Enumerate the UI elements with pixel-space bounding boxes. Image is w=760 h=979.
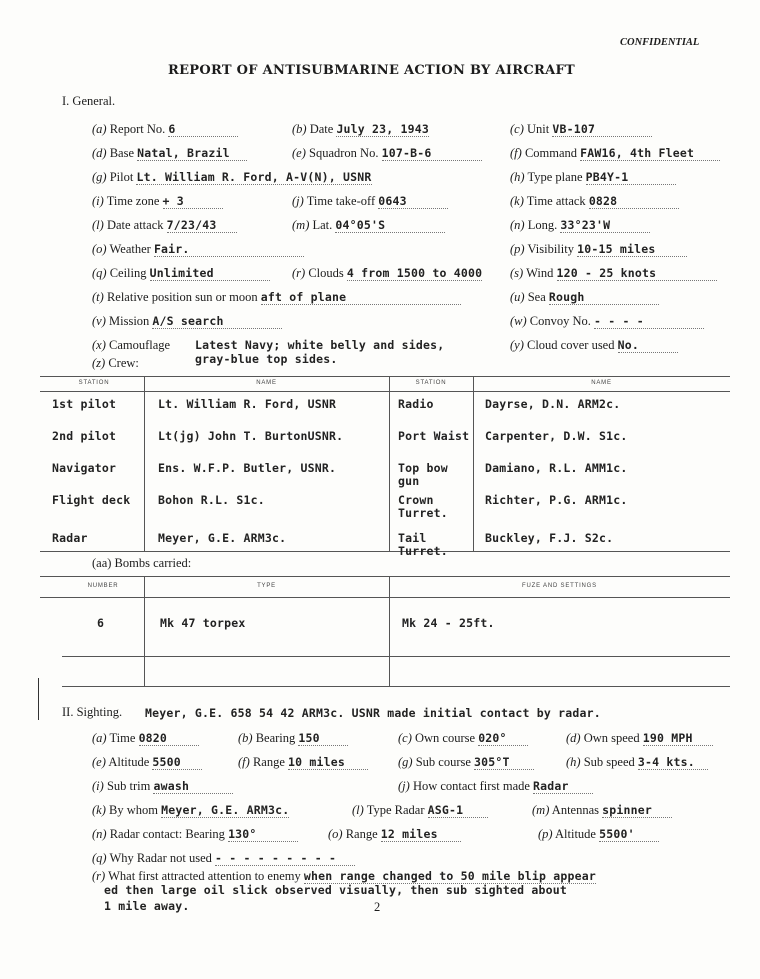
crew-table-bottom-rule [40,551,730,552]
field-value: 10-15 miles [577,242,687,257]
confidential-mark: CONFIDENTIAL [620,37,700,48]
field-label: (d) Base [92,146,138,160]
crew-cell: Meyer, G.E. ARM3c. [158,531,287,545]
field-value: - - - - - - - - - [215,851,355,866]
crew-cell: Navigator [52,461,117,475]
bombs-header-fuze: FUZE AND SETTINGS [522,583,597,589]
crew-col-rule-1 [144,376,145,551]
field-label: (g) Sub course [398,755,475,769]
bombs-type: Mk 47 torpex [160,616,246,630]
crew-header-name-2: NAME [591,380,612,386]
field-value: PB4Y-1 [586,170,676,185]
field-cloud-cover-used [510,338,678,353]
field-label: (b) Bearing [238,731,299,745]
crew-cell: 1st pilot [52,397,117,411]
field-value: 4 from 1500 to 4000 [346,266,483,280]
field-date-attack [92,218,237,233]
sighting-altitude [538,827,659,842]
field-value: 12 miles [381,827,461,842]
crew-cell: Top bow gun [398,461,448,488]
sighting-sub-trim [92,779,233,794]
field-value: + 3 [163,194,223,209]
bombs-header-number: NUMBER [87,583,119,589]
crew-header-station-1: STATION [78,380,110,386]
field-type-plane [510,170,676,185]
field-time-attack [510,194,679,209]
sighting-how-contact-first-made [398,779,593,794]
field-value: 107-B-6 [382,146,482,161]
field-pilot [92,170,372,185]
field-value: FAW16, 4th Fleet [580,146,720,161]
field-label: (y) Cloud cover used [510,338,618,352]
field-label: (l) Type Radar [352,803,428,817]
field-value: 7/23/43 [167,218,237,233]
field-sea [510,290,659,305]
field-value: 190 MPH [643,731,713,746]
crew-cell: Dayrse, D.N. ARM2c. [485,397,621,411]
field-convoy-no [510,314,704,329]
field-wind [510,266,717,281]
crew-cell: 2nd pilot [52,429,117,443]
crew-cell: Carpenter, D.W. S1c. [485,429,628,443]
sighting-own-course [398,731,528,746]
field-label: (o) Weather [92,242,154,256]
field-label: (s) Wind [510,266,557,280]
field-label: (h) Type plane [510,170,586,184]
field-value: 120 - 25 knots [557,266,717,281]
sighting-antennas [532,803,672,818]
field-label: (c) Unit [510,122,553,136]
field-value: VB-107 [552,122,652,137]
crew-cell: Crown Turret. [398,493,448,520]
field-base [92,146,247,161]
field-value: 04°05'S [335,218,445,233]
bombs-number: 6 [97,616,105,630]
sighting-altitude [92,755,202,770]
sighting-what-first-attracted-attention-to-enemy [92,869,596,884]
field-value: awash [153,779,233,794]
margin-mark [38,678,39,720]
field-label: (r) What first attracted attention to enemy [92,869,304,883]
bombs-table-bottom-rule [62,686,730,687]
field-value: No. [618,338,678,353]
field-relative-position-sun-or-moon [92,290,461,305]
camouflage-value-line-2: gray-blue top sides. [195,352,338,366]
field-clouds [292,266,482,281]
field-value: 0820 [139,731,199,746]
field-value: Unlimited [150,266,270,281]
first-attention-cont-1: ed then large oil slick observed visually, then sub sighted about [104,883,568,897]
field-label: (d) Own speed [566,731,643,745]
crew-header-station-2: STATION [415,380,447,386]
field-value: Meyer, G.E. ARM3c. [161,803,290,817]
field-label: (m) Antennas [532,803,603,817]
field-value: 0643 [378,194,448,209]
crew-cell: Tail Turret. [398,531,448,558]
field-value: when range changed to 50 mile blip appear [303,869,596,883]
crew-cell: Lt. William R. Ford, USNR [158,397,337,411]
field-label: (k) By whom [92,803,162,817]
field-time-zone [92,194,223,209]
field-label: (z) Crew: [92,356,139,370]
field-label: (i) Time zone [92,194,163,208]
crew-cell: Bohon R.L. S1c. [158,493,265,507]
field-time-take-off [292,194,448,209]
field-label: (q) Why Radar not used [92,851,216,865]
field-label: (q) Ceiling [92,266,150,280]
camouflage-value-line-1: Latest Navy; white belly and sides, [195,338,445,352]
sighting-bearing [238,731,348,746]
field-value: Natal, Brazil [137,146,247,161]
field-label: (l) Date attack [92,218,167,232]
field-unit [510,122,652,137]
sighting-intro: Meyer, G.E. 658 54 42 ARM3c. USNR made initial contact by radar. [145,706,601,720]
crew-cell: Ens. W.F.P. Butler, USNR. [158,461,337,475]
field-value: Lt. William R. Ford, A-V(N), USNR [136,170,372,184]
sighting-sub-speed [566,755,708,770]
field-camouflage [92,338,170,353]
field-label: (p) Altitude [538,827,600,841]
field-label: (u) Sea [510,290,549,304]
field-label: (k) Time attack [510,194,589,208]
sighting-range [328,827,461,842]
bombs-header-type: TYPE [257,583,276,589]
field-label: (b) Date [292,122,337,136]
crew-cell: Radio [398,397,434,411]
field-value: A/S search [152,314,282,329]
field-value: - - - - [594,314,704,329]
crew-cell: Port Waist [398,429,470,443]
field-label: (f) Range [238,755,288,769]
section-1-heading: I. General. [62,94,116,108]
field-label: (a) Report No. [92,122,169,136]
field-value: aft of plane [261,290,461,305]
field-value: 020° [478,731,528,746]
field-label: (w) Convoy No. [510,314,595,328]
report-title: REPORT OF ANTISUBMARINE ACTION BY AIRCRAFT [168,63,575,78]
field-label: (o) Range [328,827,381,841]
field-label: (j) How contact first made [398,779,534,793]
sighting-by-whom [92,803,289,818]
crew-cell: Richter, P.G. ARM1c. [485,493,628,507]
field-label: (v) Mission [92,314,153,328]
field-value: 5500 [152,755,202,770]
field-value: 305°T [474,755,534,770]
field-label: (m) Lat. [292,218,336,232]
field-label: (f) Command [510,146,581,160]
first-attention-cont-2: 1 mile away. [104,899,190,913]
bombs-fuze: Mk 24 - 25ft. [402,616,495,630]
field-command [510,146,720,161]
field-value: Fair. [154,242,304,257]
field-date [292,122,429,137]
field-label: (r) Clouds [292,266,347,280]
crew-cell: Flight deck [52,493,131,507]
sighting-range [238,755,368,770]
field-label: (j) Time take-off [292,194,379,208]
bombs-col-rule-1 [144,576,145,686]
field-label: (h) Sub speed [566,755,638,769]
bombs-label: (aa) Bombs carried: [92,556,192,570]
crew-cell: Radar [52,531,88,545]
field-value: spinner [602,803,672,818]
field-value: 3-4 kts. [638,755,708,770]
field-value: 150 [298,731,348,746]
field-label: (p) Visibility [510,242,578,256]
crew-col-rule-2 [389,376,390,551]
field-ceiling [92,266,270,281]
field-label: (a) Time [92,731,139,745]
crew-header-name-1: NAME [256,380,277,386]
page-number: 2 [374,900,381,914]
sighting-sub-course [398,755,534,770]
field-label: (x) Camouflage [92,338,171,352]
field-value: 10 miles [288,755,368,770]
field-mission [92,314,282,329]
field-label: (e) Squadron No. [292,146,382,160]
field-crew [92,356,139,371]
field-value: ASG-1 [428,803,488,818]
field-value: 130° [228,827,298,842]
field-label: (n) Radar contact: Bearing [92,827,229,841]
field-report-no [92,122,238,137]
field-squadron-no [292,146,482,161]
field-label: (e) Altitude [92,755,153,769]
field-visibility [510,242,687,257]
field-label: (n) Long. [510,218,561,232]
field-value: July 23, 1943 [336,122,430,136]
field-value: 0828 [589,194,679,209]
field-value: Radar [533,779,593,794]
field-weather [92,242,304,257]
sighting-type-radar [352,803,488,818]
crew-cell: Lt(jg) John T. BurtonUSNR. [158,429,344,443]
crew-cell: Buckley, F.J. S2c. [485,531,614,545]
field-value: 33°23'W [560,218,650,233]
sighting-radar-contact-bearing [92,827,298,842]
field-label: (c) Own course [398,731,479,745]
field-long [510,218,650,233]
sighting-why-radar-not-used [92,851,355,866]
field-value: 6 [168,122,238,137]
field-label: (i) Sub trim [92,779,154,793]
bombs-table-mid-rule [62,656,730,657]
field-value: Rough [549,290,659,305]
bombs-col-rule-2 [389,576,390,686]
field-label: (t) Relative position sun or moon [92,290,261,304]
sighting-time [92,731,199,746]
field-value: 5500' [599,827,659,842]
field-label: (g) Pilot [92,170,137,184]
sighting-own-speed [566,731,713,746]
section-2-heading: II. Sighting. [62,705,123,719]
field-lat [292,218,445,233]
crew-cell: Damiano, R.L. AMM1c. [485,461,628,475]
